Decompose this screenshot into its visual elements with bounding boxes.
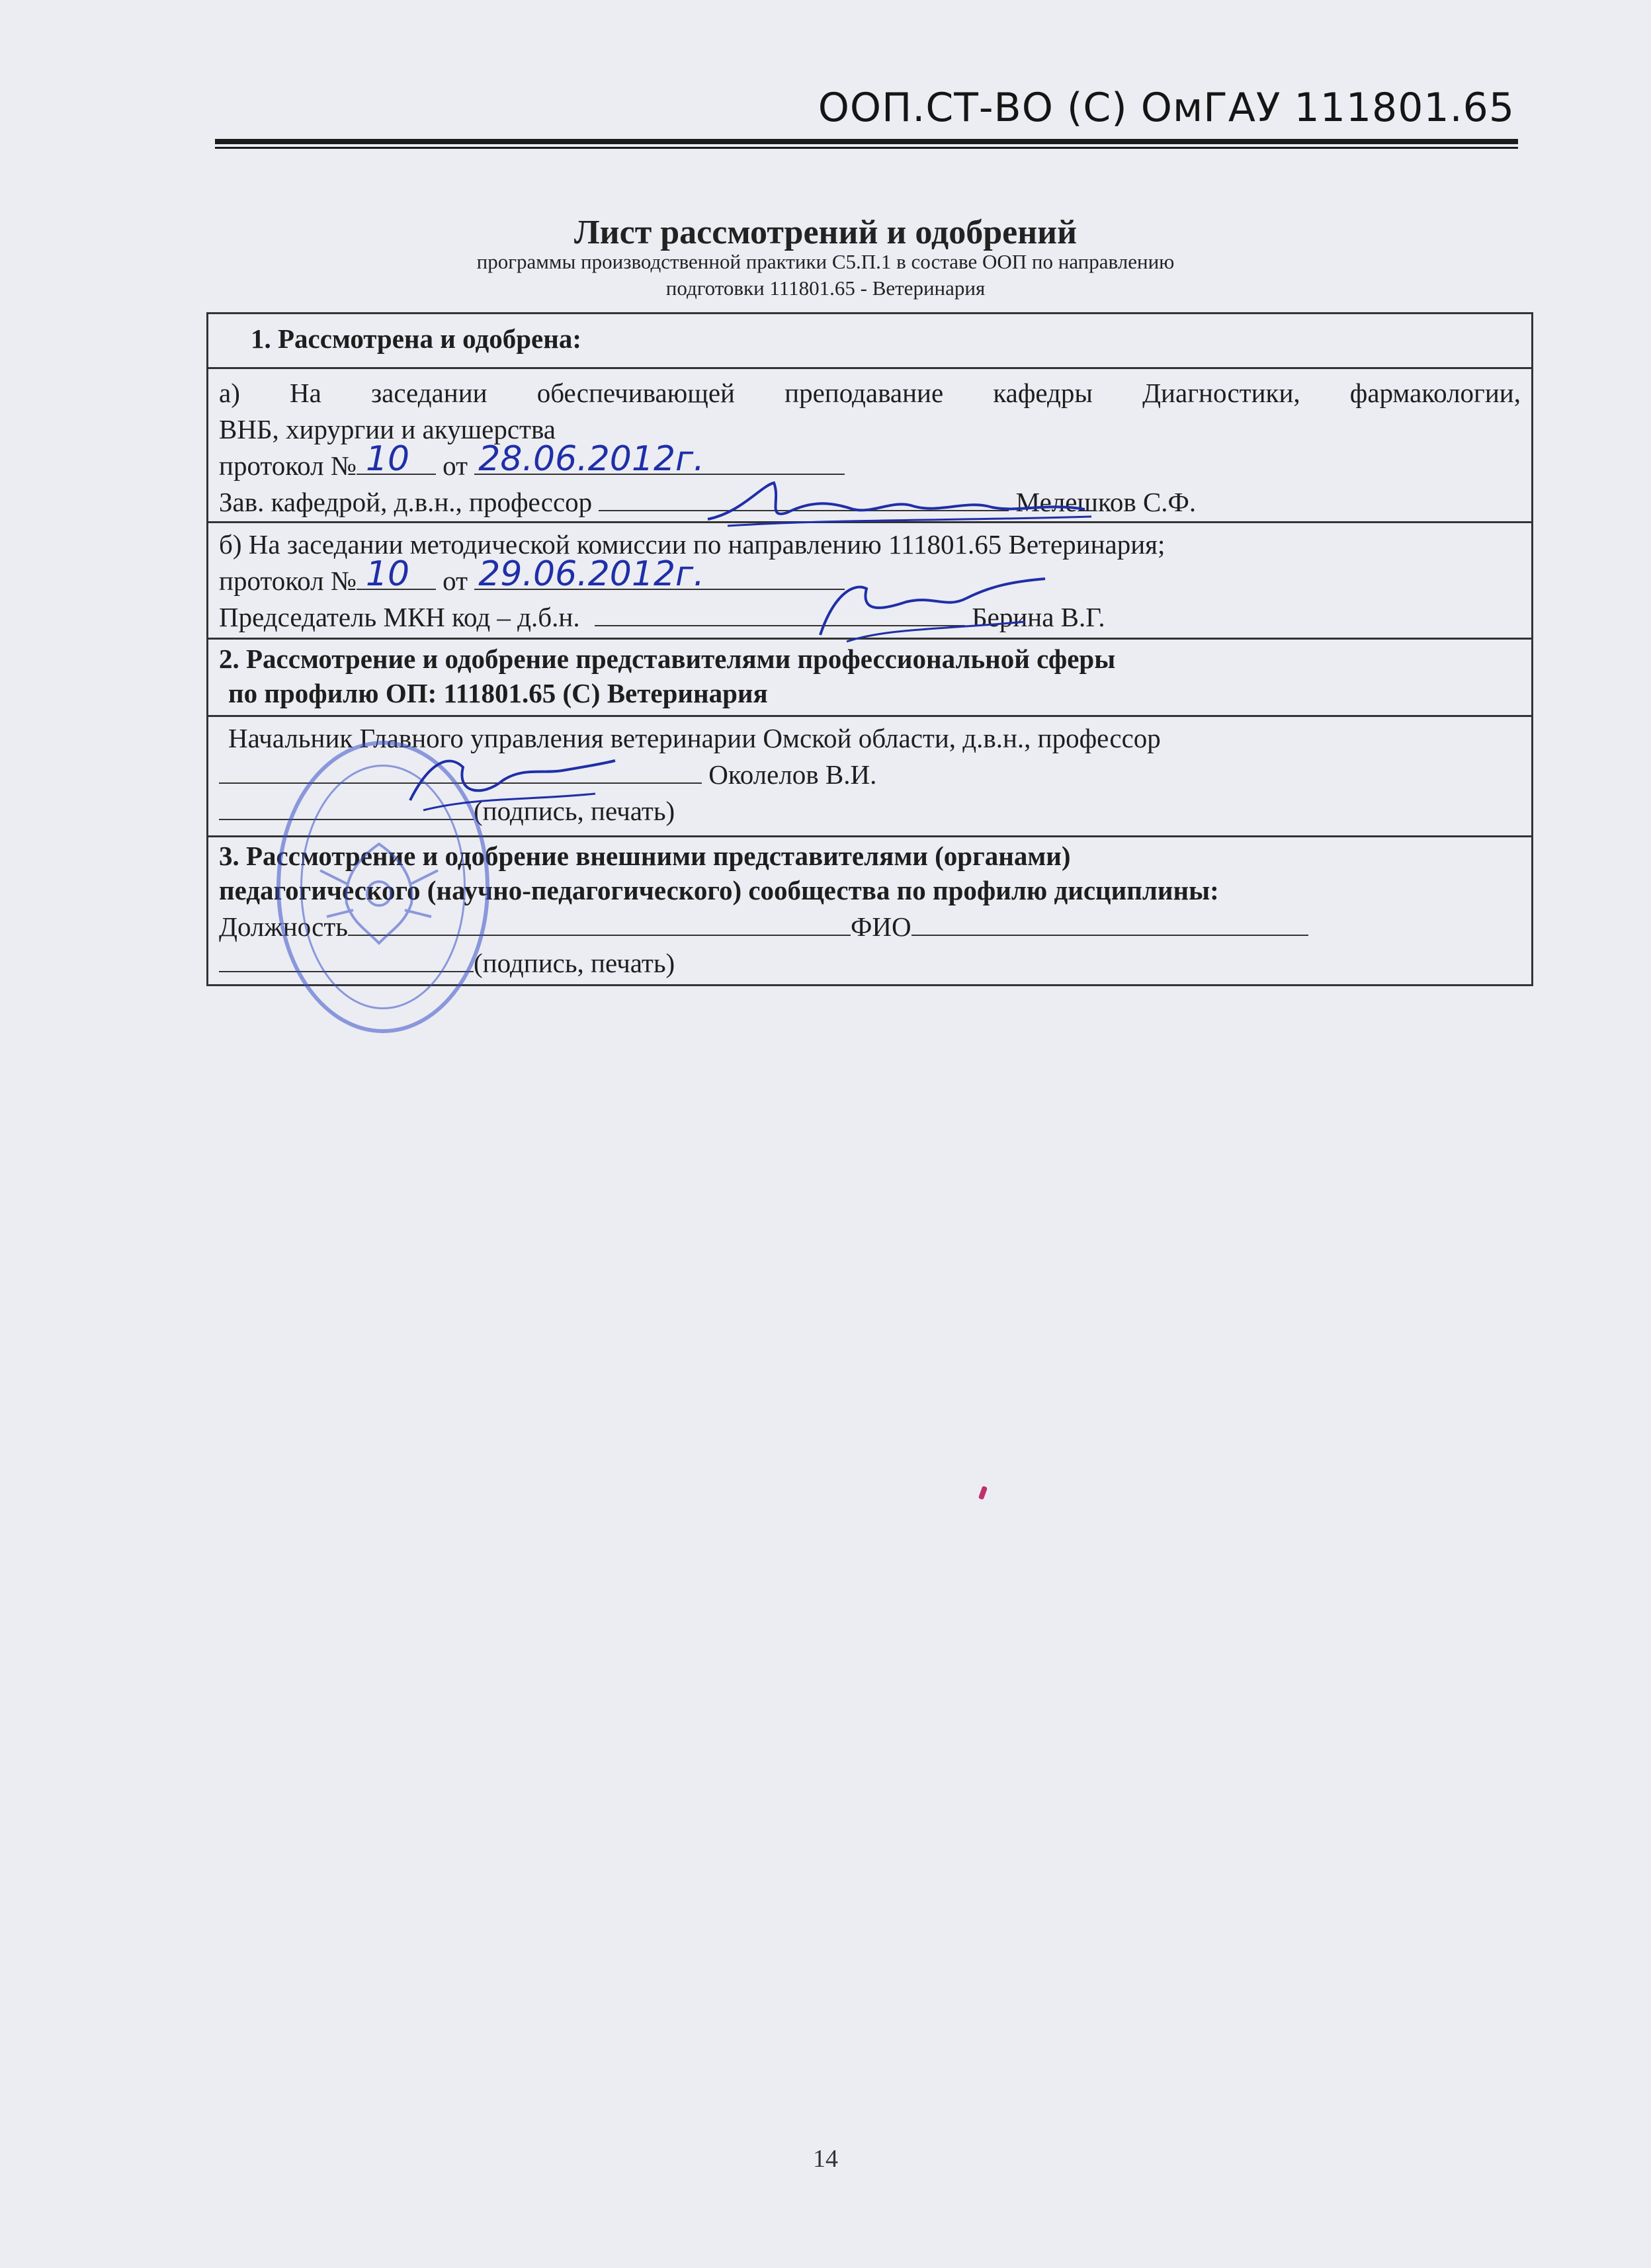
date-handwritten: 28.06.2012г. <box>478 439 704 479</box>
head-label: Зав. кафедрой, д.в.н., профессор <box>219 487 593 517</box>
section3-sign-note: (подпись, печать) <box>474 948 675 978</box>
document-code: ООП.СТ-ВО (С) ОмГАУ 111801.65 <box>818 85 1515 131</box>
protocol-number-handwritten: 10 <box>365 554 410 594</box>
from-label: от <box>443 450 468 481</box>
chair-label: Председатель МКН код – д.б.н. <box>219 602 580 632</box>
date-field <box>474 439 845 479</box>
signature-meleshkov-icon <box>701 473 1098 532</box>
from-label: от <box>443 566 468 596</box>
page-number: 14 <box>813 2145 838 2173</box>
section1a-line1: а) На заседании обеспечивающей преподавание кафедры Диагностики, фармакологии, <box>219 378 1521 408</box>
chair-name: Берина В.Г. <box>972 602 1105 632</box>
signature-okolelov-icon <box>397 747 622 820</box>
section1b-line1: б) На заседании методической комиссии по направлению 111801.65 Ветеринария; <box>219 529 1165 560</box>
protocol-label: протокол № <box>219 566 357 596</box>
section2-heading-line1: 2. Рассмотрение и одобрение представителями профессиональной сферы <box>219 644 1116 674</box>
ink-speck <box>978 1486 988 1500</box>
header-rule-thick <box>215 139 1518 144</box>
date-handwritten: 29.06.2012г. <box>478 554 704 594</box>
date-field <box>474 554 845 594</box>
header-rule-thin <box>215 147 1518 149</box>
section1a-line2: ВНБ, хирургии и акушерства <box>219 414 556 444</box>
section2-name: Околелов В.И. <box>708 759 877 790</box>
fio-line <box>911 911 1308 936</box>
table-divider <box>208 367 1531 369</box>
protocol-label: протокол № <box>219 450 357 481</box>
section2-position: Начальник Главного управления ветеринарии Омской области, д.в.н., профессор <box>228 723 1161 753</box>
protocol-number-field <box>357 439 436 479</box>
signature-berina-icon <box>807 569 1058 648</box>
subtitle-line-1: программы производственной практики С5.П.1 в составе ООП по направлению <box>476 250 1175 273</box>
head-name: Мелешков С.Ф. <box>1015 487 1197 517</box>
table-divider <box>208 715 1531 717</box>
section1-heading: 1. Рассмотрена и одобрена: <box>251 323 582 354</box>
section2-sign-note: (подпись, печать) <box>474 796 675 826</box>
section2-heading-line2: по профилю ОП: 111801.65 (С) Ветеринария <box>228 678 768 708</box>
protocol-number-handwritten: 10 <box>365 439 410 479</box>
subtitle-line-2: подготовки 111801.65 - Ветеринария <box>665 276 986 300</box>
protocol-number-field <box>357 554 436 594</box>
page-title: Лист рассмотрений и одобрений <box>573 214 1078 251</box>
section3-heading-line1: 3. Рассмотрение и одобрение внешними представителями (органами) <box>219 841 1071 871</box>
fio-label: ФИО <box>851 911 911 942</box>
position-label: Должность <box>219 911 348 942</box>
section3-heading-line2: педагогического (научно-педагогического) сообщества по профилю дисциплины: <box>219 875 1219 905</box>
